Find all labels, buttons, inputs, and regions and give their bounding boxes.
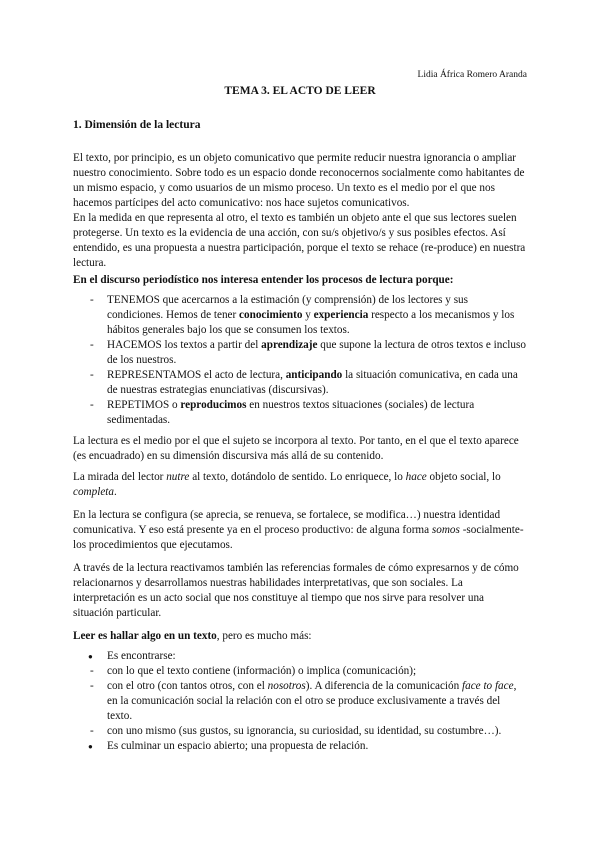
section-heading: 1. Dimensión de la lectura [73, 119, 201, 131]
list-item: - TENEMOS que acercarnos a la estimación (y comprensión) de los lectores y sus condiciones. Hemos de tener conocimiento y experiencia respecto a los mecanismos y los hábitos generales bajo los que se consumen los textos. [73, 293, 527, 338]
paragraph-4: La mirada del lector nutre al texto, dotándolo de sentido. Lo enriquece, lo hace objeto social, lo completa. [73, 471, 501, 498]
list-item: - con lo que el texto contiene (información) o implica (comunicación); [73, 664, 527, 679]
paragraph-2: En la medida en que representa al otro, el texto es también un objeto ante el que sus lectores suelen protegerse. Un texto es la evidencia de una acción, con su/s objetivo/s y sus posibles efectos. Así entendido, es una propuesta a nuestra participación, porque el texto se rehace (re-produce) en nuestra lectura. [73, 212, 526, 269]
document-body [73, 118, 527, 754]
paragraph-6: A través de la lectura reactivamos también las referencias formales de cómo expresarnos y de cómo relacionarnos y desarrollamos nuestras habilidades interpretativas, que son sociales. La interpretación es un acto social que nos constituye al tiempo que nos sirve para resolver una situación particular. [73, 562, 519, 619]
reasons-list [73, 293, 527, 428]
paragraph-3: La lectura es el medio por el que el sujeto se incorpora al texto. Por tanto, en el que el texto aparece (es encuadrado) en su dimensión discursiva más allá de su contenido. [73, 435, 519, 462]
list-item: - con uno mismo (sus gustos, su ignorancia, su curiosidad, su identidad, su costumbre…). [73, 724, 527, 739]
author-name: Lidia África Romero Aranda [417, 70, 527, 80]
list-item: ● Es culminar un espacio abierto; una propuesta de relación. [73, 739, 527, 754]
reading-list [73, 649, 527, 754]
list-item: - HACEMOS los textos a partir del aprendizaje que supone la lectura de otros textos e incluso de los nuestros. [73, 338, 527, 368]
paragraph-7: Leer es hallar algo en un texto, pero es mucho más: [73, 630, 312, 642]
list-item: - REPETIMOS o reproducimos en nuestros textos situaciones (sociales) de lectura sedimentadas. [73, 398, 527, 428]
paragraph-5: En la lectura se configura (se aprecia, se renueva, se fortalece, se modifica…) nuestra identidad comunicativa. Y eso está presente ya en el proceso productivo: de alguna forma somos -socialmente- los procedimientos que ejecutamos. [73, 509, 524, 551]
document-title: TEMA 3. EL ACTO DE LEER [224, 85, 376, 97]
list-item: ● Es encontrarse: [73, 649, 527, 664]
paragraph-1: El texto, por principio, es un objeto comunicativo que permite reducir nuestra ignorancia o ampliar nuestro conocimiento. Sobre todo es un espacio donde reconocernos socialmente como habitantes de un mismo espacio, y como usuarios de un mismo proceso. Un texto es el medio por el que nos hacemos partícipes del acto comunicativo: nos hace sujetos comunicativos. [73, 152, 525, 209]
list-lead-heading: En el discurso periodístico nos interesa entender los procesos de lectura porque: [73, 274, 454, 286]
list-item: - con el otro (con tantos otros, con el nosotros). A diferencia de la comunicación face to face, en la comunicación social la relación con el otro se produce exclusivamente a través del texto. [73, 679, 527, 724]
list-item: - REPRESENTAMOS el acto de lectura, anticipando la situación comunicativa, en cada una de nuestras estrategias enunciativas (discursivas). [73, 368, 527, 398]
